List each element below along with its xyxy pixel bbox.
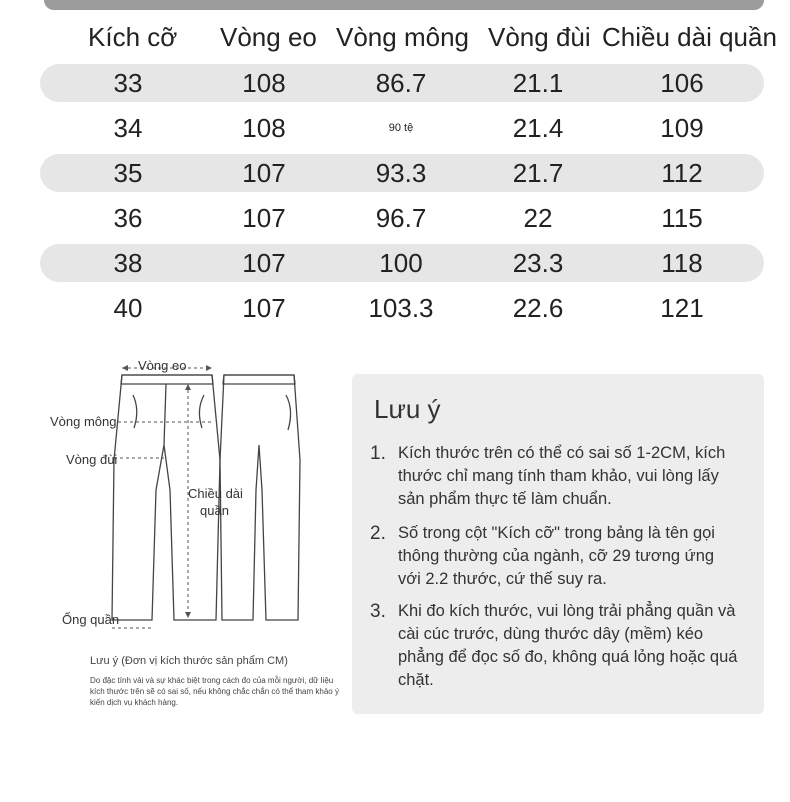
note-item [370, 600, 738, 692]
cell-length: 109 [660, 113, 704, 143]
cell-waist: 108 [242, 113, 286, 143]
diagram-footnote [90, 655, 340, 708]
cell-thigh: 22 [523, 203, 553, 233]
note-text: Khi đo kích thước, vui lòng trải phẳng quần và cài cúc trước, dùng thước dây (mềm) kéo phẳng để đọc số đo, không quá lỏng hoặc quá chặt. [398, 602, 738, 689]
cell-waist: 108 [242, 68, 286, 98]
cell-waist: 107 [242, 158, 286, 188]
size-table-header [40, 18, 777, 56]
cell-thigh: 21.1 [512, 68, 564, 98]
label-waist: Vòng eo [138, 358, 187, 373]
label-length-2: quần [200, 503, 229, 518]
cell-hip: 86.7 [375, 68, 427, 98]
cell-waist: 107 [242, 293, 286, 323]
notes-title: Lưu ý [374, 394, 441, 424]
header-thigh: Vòng đùi [488, 22, 591, 52]
cell-length: 115 [661, 203, 703, 233]
cell-length: 112 [661, 158, 703, 188]
footnote-title: Lưu ý (Đơn vị kích thước sản phẩm CM) [90, 655, 288, 667]
label-thigh: Vòng đùi [66, 452, 118, 467]
cell-hip: 103.3 [368, 293, 434, 323]
cell-thigh: 21.7 [512, 158, 564, 188]
header-size: Kích cỡ [88, 22, 178, 52]
label-leg-opening: Ống quần [62, 612, 120, 627]
table-row [40, 154, 764, 192]
cell-size: 40 [113, 293, 143, 323]
header-waist: Vòng eo [220, 22, 317, 52]
header-length: Chiều dài quần [602, 22, 777, 52]
cell-thigh: 21.4 [512, 113, 564, 143]
cell-length: 106 [660, 68, 704, 98]
table-row [40, 289, 764, 327]
cell-size: 38 [113, 248, 143, 278]
cell-thigh: 22.6 [512, 293, 564, 323]
cell-size: 35 [113, 158, 143, 188]
cell-waist: 107 [242, 248, 286, 278]
cell-size: 33 [113, 68, 143, 98]
cell-hip: 100 [379, 248, 423, 278]
footnote-text: Do đặc tính vải và sự khác biệt trong cách đo của mỗi người, dữ liệu kích thước trên sẽ có sai số, nếu không chắc chắn có thể tham khảo ý kiến dịch vụ khách hàng. [90, 676, 339, 707]
note-number: 2. [370, 523, 386, 544]
label-hip: Vòng mông [50, 414, 117, 429]
header-hip: Vòng mông [336, 22, 469, 52]
cell-length: 121 [660, 293, 704, 323]
cell-size: 36 [113, 203, 143, 233]
note-text: Số trong cột "Kích cỡ" trong bảng là tên gọi thông thường của ngành, cỡ 29 tương ứng với 2.2 thước, cứ thế suy ra. [398, 524, 715, 588]
note-item [370, 442, 738, 511]
notes-box [352, 374, 764, 714]
table-row [40, 199, 764, 237]
table-row [40, 244, 764, 282]
note-number: 1. [370, 443, 386, 464]
table-row [40, 109, 764, 147]
cell-hip: 90 tệ [388, 122, 414, 134]
note-text: Kích thước trên có thể có sai số 1-2CM, kích thước chỉ mang tính tham khảo, vui lòng lấy sản phẩm thực tế làm chuẩn. [398, 444, 726, 508]
note-number: 3. [370, 601, 386, 622]
label-length-1: Chiều dài [188, 486, 243, 501]
table-row [40, 64, 764, 102]
cell-thigh: 23.3 [512, 248, 564, 278]
cell-waist: 107 [242, 203, 286, 233]
cell-size: 34 [113, 113, 143, 143]
cell-length: 118 [661, 248, 703, 278]
cell-hip: 93.3 [375, 158, 427, 188]
cell-hip: 96.7 [375, 203, 427, 233]
top-bar [44, 0, 764, 10]
note-item [370, 522, 738, 591]
